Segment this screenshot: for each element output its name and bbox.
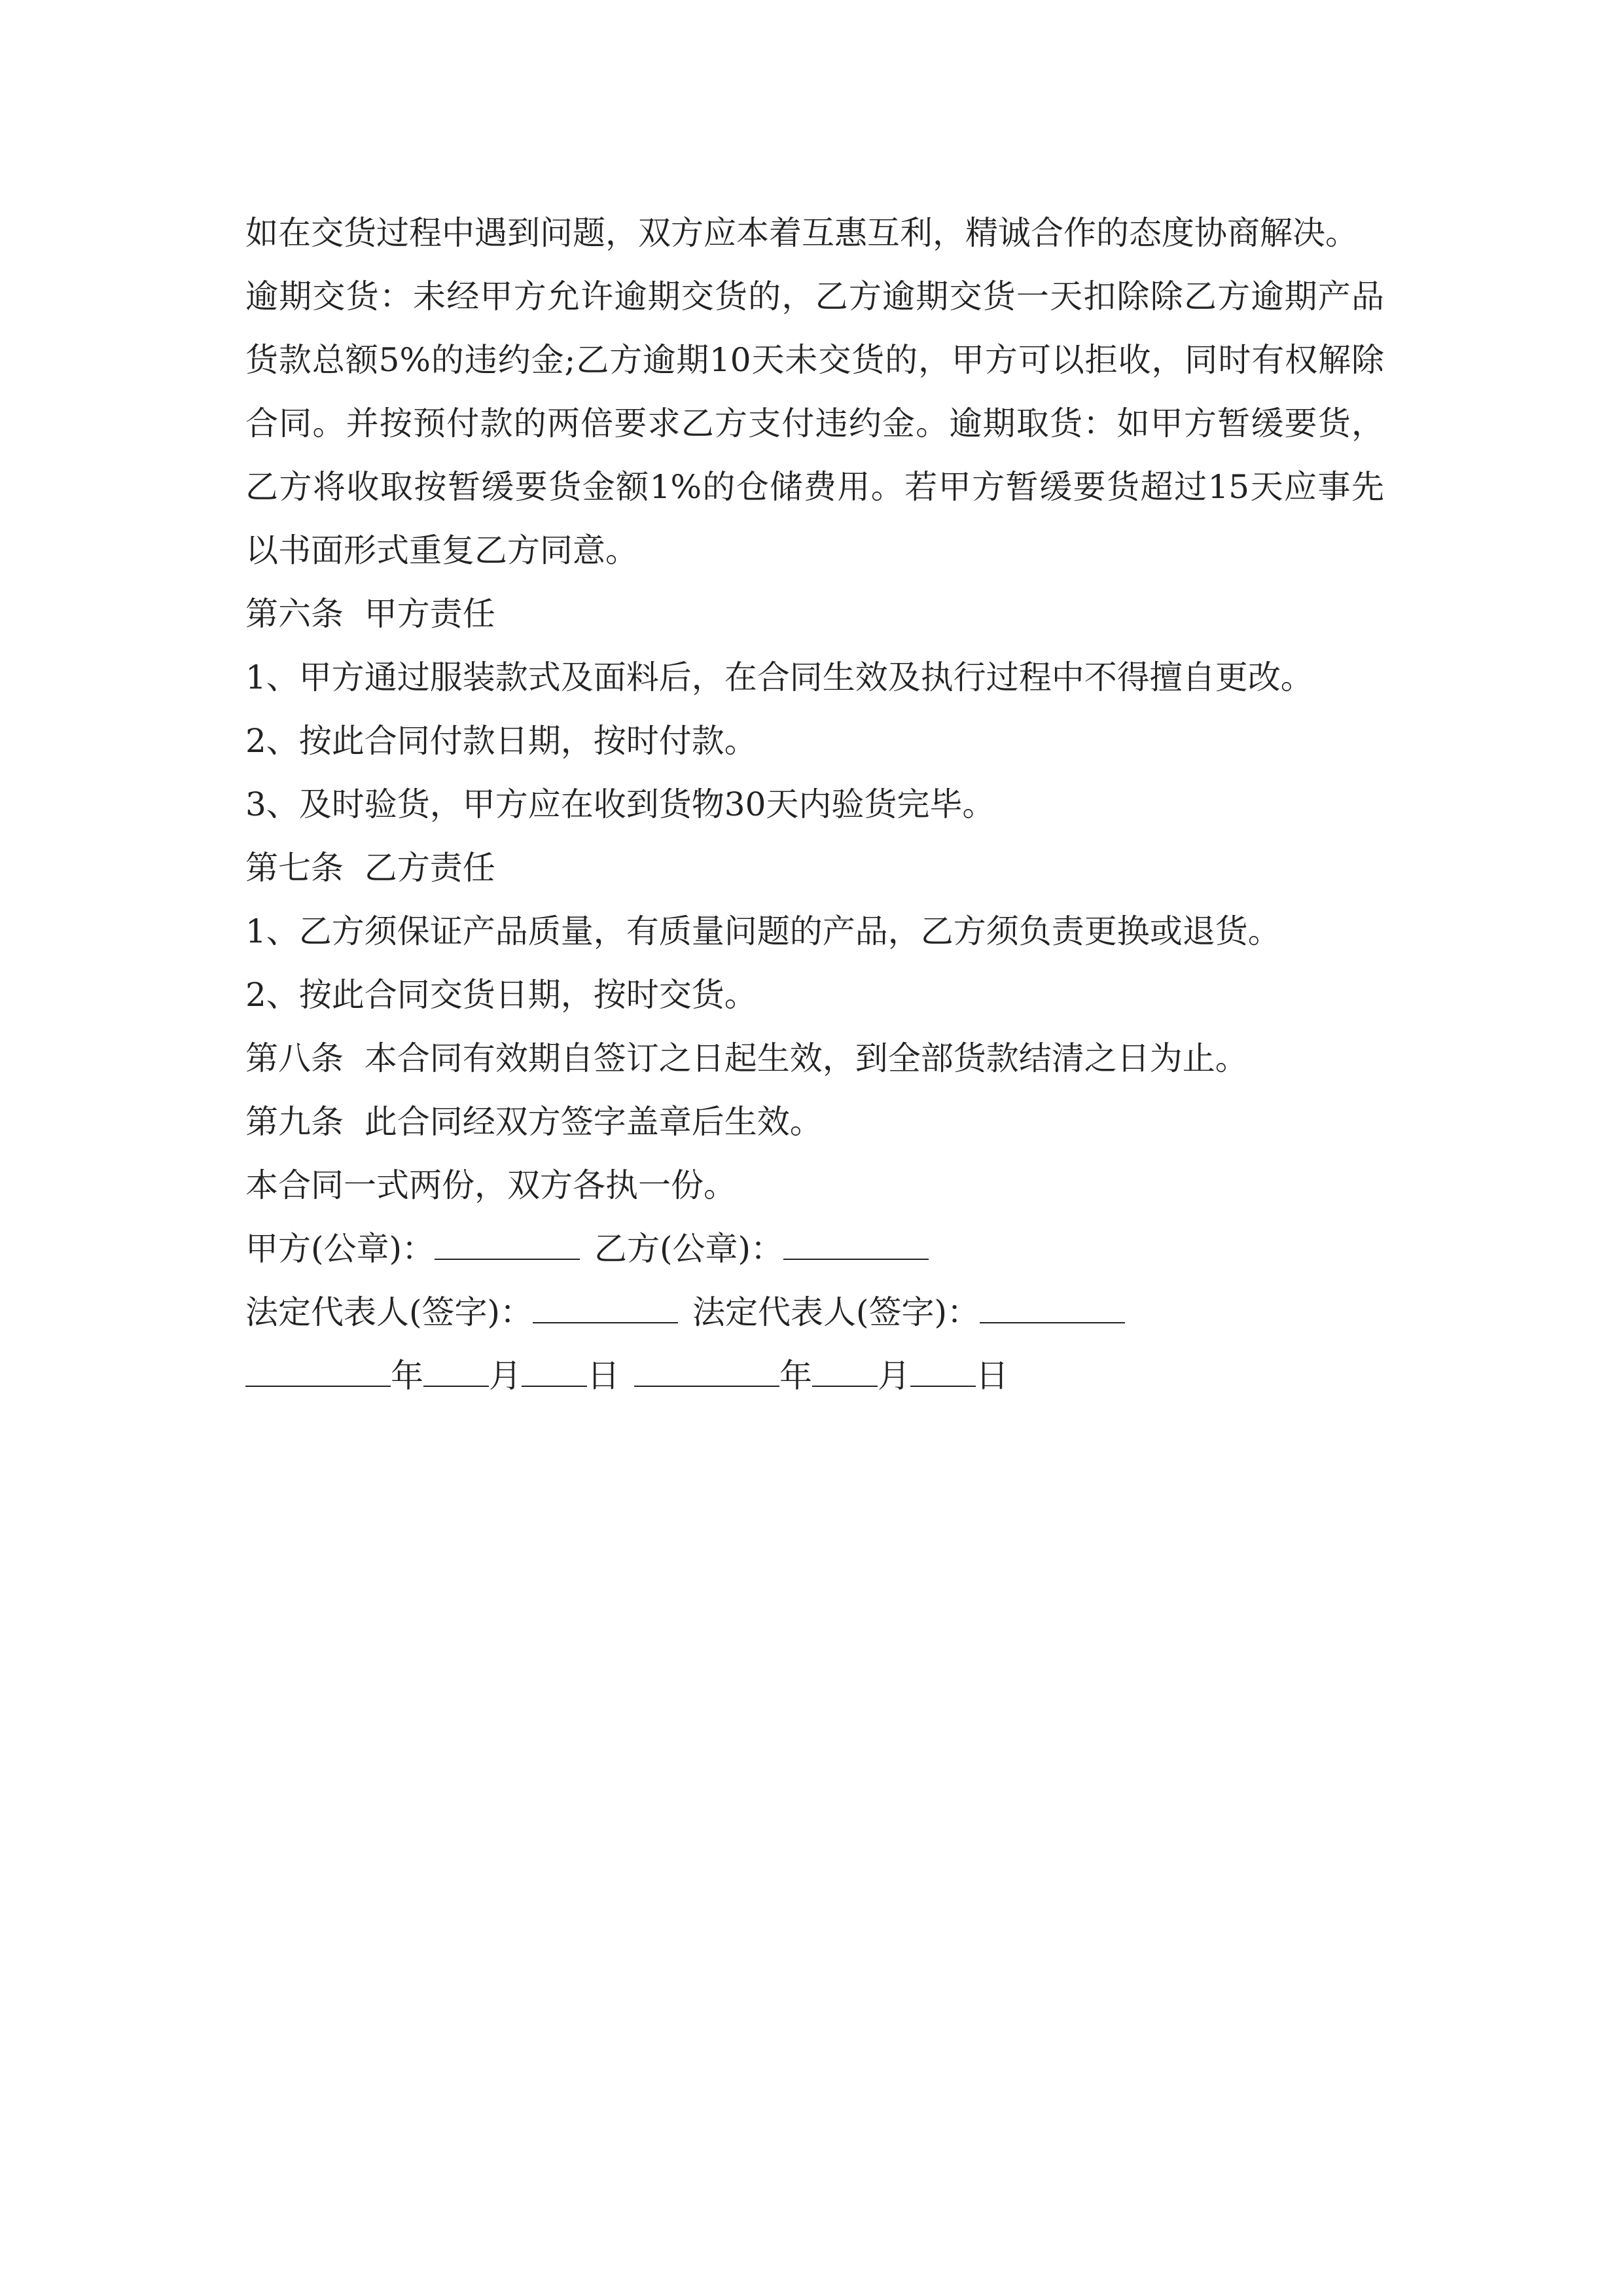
- seal-line: [245, 1217, 1384, 1281]
- article-6-heading: 第六条 甲方责任: [245, 595, 495, 633]
- party-b-month-label: 月: [878, 1357, 910, 1395]
- party-a-day-blank: [522, 1352, 587, 1387]
- article-7-item-2: 2、按此合同交货日期，按时交货。: [245, 976, 757, 1014]
- date-line: [245, 1344, 1384, 1408]
- representative-line: [245, 1281, 1384, 1344]
- document-body: [245, 202, 1384, 1408]
- party-a-month-blank: [423, 1352, 489, 1387]
- party-a-day-label: 日: [587, 1357, 620, 1395]
- party-b-seal-blank: [783, 1225, 929, 1260]
- copies-statement: 本合同一式两份，双方各执一份。: [245, 1166, 736, 1204]
- party-b-rep-blank: [980, 1288, 1125, 1323]
- party-a-rep-blank: [533, 1288, 678, 1323]
- article-7-item-1: 1、乙方须保证产品质量，有质量问题的产品，乙方须负责更换或退货。: [245, 912, 1281, 950]
- party-a-rep-label: 法定代表人(签字)：: [245, 1293, 533, 1331]
- article-7-heading: 第七条 乙方责任: [245, 849, 495, 887]
- party-b-rep-label: 法定代表人(签字)：: [692, 1293, 980, 1331]
- article-9: 第九条 此合同经双方签字盖章后生效。: [245, 1103, 823, 1141]
- article-6-item-1: 1、甲方通过服装款式及面料后，在合同生效及执行过程中不得擅自更改。: [245, 658, 1313, 696]
- party-b-year-label: 年: [779, 1357, 812, 1395]
- article-8: 第八条 本合同有效期自签订之日起生效，到全部货款结清之日为止。: [245, 1039, 1248, 1077]
- party-b-seal-label: 乙方(公章)：: [594, 1230, 784, 1268]
- paragraph-delivery-issue: 如在交货过程中遇到问题，双方应本着互惠互利，精诚合作的态度协商解决。: [245, 214, 1358, 252]
- paragraph-overdue-delivery: 逾期交货：未经甲方允许逾期交货的，乙方逾期交货一天扣除除乙方逾期产品货款总额5%的违约金;乙方逾期10天未交货的，甲方可以拒收，同时有权解除合同。并按预付款的两倍要求乙方支付违约金。逾期取货：如甲方暂缓要货，乙方将收取按暂缓要货金额1%的仓储费用。若甲方暂缓要货超过15天应事先以书面形式重复乙方同意。: [245, 278, 1384, 569]
- party-a-month-label: 月: [489, 1357, 522, 1395]
- party-a-year-label: 年: [391, 1357, 423, 1395]
- party-b-day-label: 日: [976, 1357, 1008, 1395]
- party-a-seal-blank: [435, 1225, 580, 1260]
- party-a-year-blank: [245, 1352, 391, 1387]
- article-6-item-2: 2、按此合同付款日期，按时付款。: [245, 722, 757, 760]
- party-b-day-blank: [910, 1352, 976, 1387]
- article-6-item-3: 3、及时验货，甲方应在收到货物30天内验货完毕。: [245, 785, 995, 823]
- party-a-seal-label: 甲方(公章)：: [245, 1230, 435, 1268]
- party-b-month-blank: [812, 1352, 878, 1387]
- party-b-year-blank: [634, 1352, 779, 1387]
